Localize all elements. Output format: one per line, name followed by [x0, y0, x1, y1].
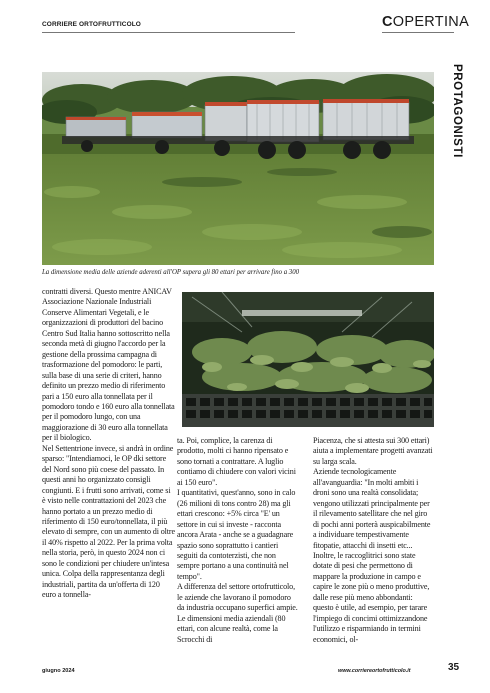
photo-caption: La dimensione media delle aziende aderenti all'OP supera gli 80 ettari per arrivare fino a 300 — [42, 269, 300, 276]
publication-name: CORRIERE ORTOFRUTTICOLO — [42, 21, 141, 28]
paragraph: I quantitativi, quest'anno, sono in calo (26 milioni di tons contro 28) ma gli ettari crescono: +5% circa "E' un settore in cui si investe - racconta ancora Arata - anche se a guadagnare spazio sono soprattutto i cantieri seguiti da contoterzisti, che non sempre portano a una continuità nel tempo". — [177, 488, 296, 581]
issue-date: giugno 2024 — [42, 668, 75, 674]
article-column-3 — [313, 436, 434, 645]
side-label: PROTAGONISTI — [451, 64, 463, 158]
paragraph: Piacenza, che si attesta sui 300 ettari) aiuta a implementare progetti avanzati su larga scala. — [313, 436, 433, 466]
paragraph: contratti diversi. Questo mentre ANICAV Associazione Nazionale Industriali Conserve Alimentari Vegetali, e le organizzazioni di produttori del bacino Centro Sud Italia hanno sottoscritto nella seconda metà di giugno l'accordo per la gestione della prossima campagna di trasformazione del pomodoro: le parti, sulla base di una serie di criteri, hanno definito un prezzo medio di riferimento pari a 150 euro alla tonnellata per il pomodoro tondo e 160 euro alla tonnellata per il pomodoro lungo, con una maggiorazione di 30 euro alla tonnellata per il biologico. — [42, 287, 175, 443]
article-column-1 — [42, 287, 175, 601]
website-url: www.corriereortofrutticolo.it — [338, 668, 411, 674]
paragraph: Nel Settentrione invece, si andrà in ordine sparso: "Intendiamoci, le OP dki settore del Nord sono più coese del passato. In questi anni ho organizzato consigli congiunti. E i frutti sono arrivati, come si è visto nelle contrattazioni del 2023 che hanno portato a un prezzo medio di riferimento di 150 euro/tonnellata, il più elevato di sempre, con un aumento di oltre il 40% rispetto al 2022. Per la prima volta nella storia, però, in questo 2024 non ci sono le condizioni per chiudere un'intesa unica. Colpa della rappresentanza degli industriali, partita da un'offerta di 120 euro a tonnella- — [42, 443, 175, 600]
tomato-field-photo — [42, 72, 434, 265]
section-rule — [382, 32, 454, 33]
article-column-2 — [177, 436, 299, 645]
section-title-initial: C — [382, 14, 393, 30]
paragraph: ta. Poi, complice, la carenza di prodotto, molti ci hanno ripensato e sono tornati a contrattare. A luglio contiamo di chiudere con valori vicini ai 150 euro". — [177, 436, 296, 487]
section-title — [382, 14, 469, 30]
seedling-trays-photo — [182, 292, 434, 427]
header-rule — [42, 32, 295, 33]
paragraph: Aziende tecnologicamente all'avanguardia: "In molti ambiti i droni sono una realtà consolidata; vengono utilizzati principalmente per il rilevamento satellitare che nel giro di pochi anni porterà auspicabilmente a individuare tempestivamente fitopatie, attacchi di insetti etc... Inoltre, le raccoglitrici sono state dotate di pesi che permettono di mappare la produzione in campo e capire le zone più o meno produttive, dalle rese più meno abbondanti: questo è utile, ad esempio, per tarare l'impiego di concimi ottimizzandone l'utilizzo e risparmiando in termini economici, ol- — [313, 467, 431, 644]
section-title-rest: OPERTINA — [392, 14, 470, 30]
page-number: 35 — [448, 662, 460, 673]
paragraph: A differenza del settore ortofrutticolo, le aziende che lavorano il pomodoro da industria occupano superfici ampie. Le dimensioni media aziendali (80 ettari, con alcune realtà, come la Scrocchi di — [177, 582, 298, 644]
